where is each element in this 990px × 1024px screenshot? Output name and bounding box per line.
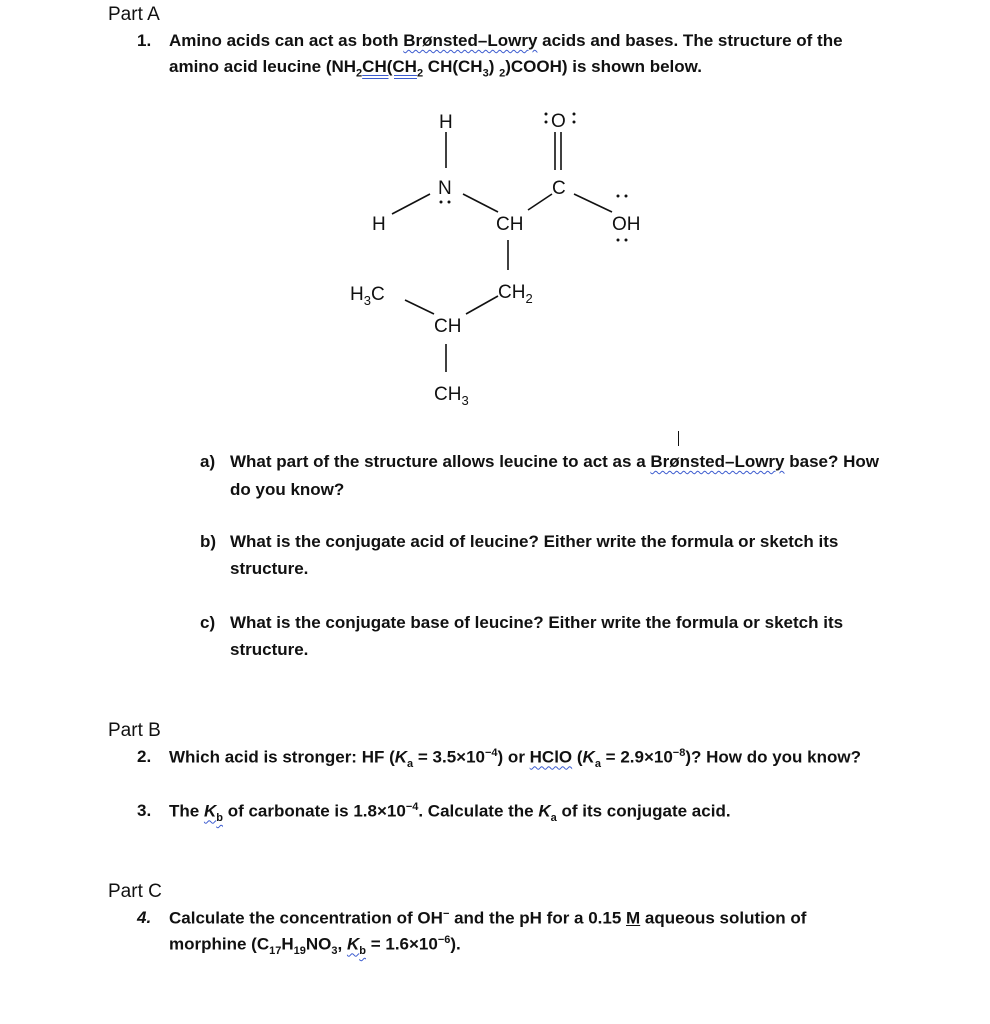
sub-question-c-label: c): [200, 613, 216, 632]
question-4-line-2: morphine ($C_{17}H_{19}NO_3$, $K_b = 1.6\times 10^{-6}$).: [169, 934, 461, 958]
sub-question-a-label: a): [200, 452, 216, 471]
lone-pair-o: [573, 113, 576, 116]
question-3-number: 3.: [137, 801, 152, 820]
lone-pair-o: [545, 121, 548, 124]
bond-ch-ch2-branch: [466, 296, 498, 314]
bond-n-ch: [463, 194, 498, 212]
question-1-line-2: amino acid leucine ($NH_2CH(CH_2$ $CH(CH_3)$ $_2$)COOH) is shown below.: [169, 57, 702, 80]
sub-question-a-line-2: do you know?: [230, 480, 345, 499]
part-b-heading: Part B: [108, 720, 161, 741]
sub-question-b-line-1: What is the conjugate acid of leucine? Either write the formula or sketch its: [230, 532, 839, 551]
question-4-line-1: Calculate the concentration of OH− and the pH for a 0.15 M aqueous solution of: [169, 908, 807, 928]
question-2-text: Which acid is stronger: HF $(K_a = 3.5\times 10^{-4})$ or HClO $(K_a = 2.9\times 10^{-8})$? How do you know?: [169, 747, 861, 771]
atom-ch3: $CH_3$: [434, 384, 469, 408]
lone-pair-oh: [617, 239, 620, 242]
lone-pair-o: [573, 121, 576, 124]
atom-oh: OH: [612, 214, 641, 235]
atom-ch-alpha: CH: [496, 214, 524, 235]
lone-pair-oh: [625, 195, 628, 198]
bond-c-oh: [574, 194, 612, 212]
part-a-heading: Part A: [108, 4, 160, 25]
bond-ch-c: [528, 194, 552, 210]
question-1-line-1: Amino acids can act as both Brønsted–Lowry acids and bases. The structure of the: [169, 31, 843, 50]
lone-pair-oh: [625, 239, 628, 242]
atom-h-left: H: [372, 214, 386, 235]
question-3-text: The $K_b$ of carbonate is $1.8\times 10^{-4}$. Calculate the $K_a$ of its conjugate acid.: [169, 801, 731, 825]
bond-h-n-left: [392, 194, 430, 214]
sub-question-b-label: b): [200, 532, 217, 551]
sub-question-b-line-2: structure.: [230, 559, 309, 578]
sub-question-a-line-1: What part of the structure allows leucine to act as a Brønsted–Lowry base? How: [230, 452, 879, 471]
text-cursor: [678, 431, 679, 446]
sub-question-c-line-2: structure.: [230, 640, 309, 659]
atom-o-carbonyl: O: [551, 111, 566, 132]
atom-h3c: $H_3C$: [350, 284, 385, 308]
lone-pair-n: [440, 201, 443, 204]
atom-ch-branch: CH: [434, 316, 462, 337]
question-1-number: 1.: [137, 31, 152, 50]
question-2-number: 2.: [137, 747, 152, 766]
sub-question-c-line-1: What is the conjugate base of leucine? Either write the formula or sketch its: [230, 613, 844, 632]
part-c-heading: Part C: [108, 881, 162, 902]
bond-h3c-ch: [405, 300, 434, 314]
lone-pair-o: [545, 113, 548, 116]
atom-c-carbonyl: C: [552, 178, 566, 199]
lone-pair-oh: [617, 195, 620, 198]
lone-pair-n: [448, 201, 451, 204]
atom-h-top: H: [439, 112, 453, 133]
atom-n: N: [438, 178, 452, 199]
question-4-number: 4.: [137, 908, 152, 927]
atom-ch2: $CH_2$: [498, 282, 533, 306]
leucine-structure: [330, 100, 690, 420]
